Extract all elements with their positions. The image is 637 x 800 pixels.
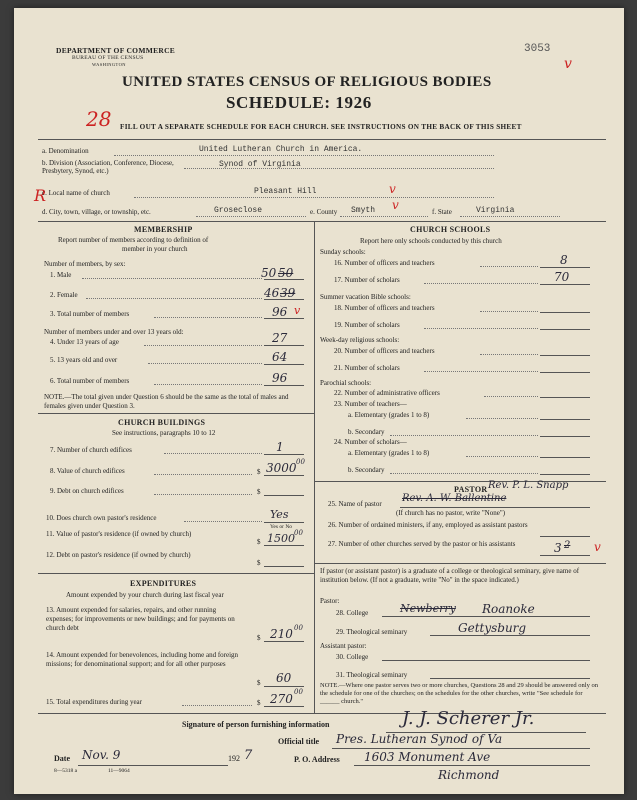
weekday-teachers-label: 20. Number of officers and teachers	[334, 347, 435, 355]
church-buildings-heading: CHURCH BUILDINGS	[118, 418, 206, 427]
dollar-sign-9: $	[257, 488, 261, 496]
teachers-elementary-label: a. Elementary (grades 1 to 8)	[348, 411, 430, 419]
edifices-value-value: 3000	[266, 461, 297, 475]
membership-note: NOTE.—The total given under Question 6 should be the same as the total of males and females given under Question 3.	[44, 393, 289, 410]
official-title-value: Pres. Lutheran Synod of Va	[336, 732, 503, 746]
city-value: Groseclose	[214, 206, 263, 215]
sunday-scholars-label: 17. Number of scholars	[334, 276, 400, 284]
date-value: Nov. 9	[82, 748, 121, 762]
county-value: Smyth	[351, 206, 376, 215]
sunday-teachers-value: 8	[560, 253, 568, 267]
scholars-label: 24. Number of scholars—	[334, 438, 407, 446]
edifices-count-value: 1	[276, 440, 284, 454]
city-label: WASHINGTON	[92, 62, 126, 67]
form-title: UNITED STATES CENSUS OF RELIGIOUS BODIES	[122, 74, 492, 90]
male-struck-value: 50	[278, 266, 294, 280]
benevolences-label: 14. Amount expended for benevolences, including home and foreign missions; for denominational support; and for all other purposes	[46, 651, 239, 668]
total-members-label-1: 3. Total number of members	[50, 310, 130, 318]
admin-officers-label: 22. Number of administrative officers	[334, 389, 440, 397]
sunday-schools-label: Sunday schools:	[320, 248, 366, 256]
local-name-label: c. Local name of church	[42, 189, 110, 197]
college-instructions: If pastor (or assistant pastor) is a graduate of a college or theological seminary, give name of institution below. (If not a graduate, write "No" in the space indicated.)	[320, 567, 580, 584]
year-suffix: 7	[244, 748, 253, 763]
total-members-value-2: 96	[272, 371, 288, 385]
signature-label: Signature of person furnishing information	[182, 720, 330, 729]
division-value: Synod of Virginia	[219, 160, 301, 169]
check-mark-county: v	[392, 198, 399, 212]
division-label: b. Division (Association, Conference, Diocese, Presbytery, Synod, etc.)	[42, 159, 174, 175]
yes-or-no-label: Yes or No	[270, 524, 293, 530]
dollar-sign-14: $	[257, 679, 261, 687]
ordained-ministers-label: 26. Number of ordained ministers, if any, employed as assistant pastors	[328, 521, 528, 529]
summer-teachers-label: 18. Number of officers and teachers	[334, 304, 435, 312]
other-churches-label: 27. Number of other churches served by the pastor or his assistants	[328, 540, 516, 548]
date-label: Date	[54, 754, 70, 763]
sunday-scholars-value: 70	[554, 270, 570, 284]
expenditures-sub: Amount expended by your church during last fiscal year	[66, 591, 224, 599]
age-label: Number of members under and over 13 years old:	[44, 328, 184, 336]
college-value: Roanoke	[482, 602, 535, 616]
sunday-teachers-label: 16. Number of officers and teachers	[334, 259, 435, 267]
benevolences-value: 60	[276, 671, 292, 685]
female-value: 46	[264, 286, 280, 300]
margin-number-28: 28	[86, 107, 112, 131]
denomination-label: a. Denomination	[42, 147, 89, 155]
membership-sub-1: Report number of members according to definition of	[58, 236, 209, 244]
weekday-scholars-label: 21. Number of scholars	[334, 364, 400, 372]
dollar-sign-11: $	[257, 538, 261, 546]
under-13-value: 27	[272, 331, 288, 345]
total-expenditures-label: 15. Total expenditures during year	[46, 698, 142, 706]
under-13-label: 4. Under 13 years of age	[50, 338, 119, 346]
schedule-title: SCHEDULE: 1926	[226, 93, 372, 112]
margin-letter-r: R	[34, 186, 47, 205]
po-address-label: P. O. Address	[294, 755, 340, 764]
pastor-note: NOTE.—Where one pastor serves two or more churches, Questions 28 and 29 should be answered only on the schedule for one of the churches; on the schedules for the other churches, write "See schedule for ______ church."	[320, 682, 598, 705]
local-name-value: Pleasant Hill	[254, 187, 317, 196]
by-sex-label: Number of members, by sex:	[44, 260, 126, 268]
female-struck-value: 39	[280, 286, 296, 300]
signature-value: J. J. Scherer Jr.	[402, 708, 535, 729]
pastor-name-label: 25. Name of pastor	[328, 500, 382, 508]
assistant-college-label: 30. College	[336, 653, 369, 661]
edifices-count-label: 7. Number of church edifices	[50, 446, 132, 454]
pastor-name-struck: Rev. A. W. Ballentine	[402, 493, 507, 504]
city-label: d. City, town, village, or township, etc.	[42, 208, 151, 216]
membership-heading: MEMBERSHIP	[134, 225, 193, 234]
membership-sub-2: member in your church	[122, 245, 188, 253]
teachers-secondary-label: b. Secondary	[348, 428, 385, 436]
census-schedule-sheet	[14, 8, 624, 794]
male-label: 1. Male	[50, 271, 72, 279]
female-label: 2. Female	[50, 291, 78, 299]
dollar-sign-8: $	[257, 468, 261, 476]
total-expenditures-value: 270	[270, 692, 293, 706]
expenditures-heading: EXPENDITURES	[130, 579, 197, 588]
total-members-label-2: 6. Total number of members	[50, 377, 130, 385]
county-label: e. County	[310, 208, 338, 216]
weekday-schools-label: Week-day religious schools:	[320, 336, 400, 344]
po-address-value: 1603 Monument Ave	[364, 750, 491, 764]
serial-number: 3053	[524, 43, 551, 55]
bureau-label: BUREAU OF THE CENSUS	[72, 55, 144, 61]
college-label: 28. College	[336, 609, 369, 617]
running-expenses-label: 13. Amount expended for salaries, repairs, and other running expenses; for improvements or new buildings; and for payments on church debt	[46, 606, 235, 632]
total-members-value-1: 96	[272, 305, 288, 319]
church-buildings-sub: See instructions, paragraphs 10 to 12	[112, 429, 216, 437]
year-prefix: 192	[228, 754, 240, 763]
seminary-value: Gettysburg	[458, 621, 527, 635]
seminary-label: 29. Theological seminary	[336, 628, 408, 636]
parochial-schools-label: Parochial schools:	[320, 379, 372, 387]
dollar-sign-15: $	[257, 699, 261, 707]
pastor-name-note: (If church has no pastor, write "None")	[396, 509, 506, 517]
running-expenses-value: 210	[270, 627, 293, 641]
scholars-secondary-label: b. Secondary	[348, 466, 385, 474]
total-expenditures-cents: 00	[294, 688, 303, 696]
edifices-value-label: 8. Value of church edifices	[50, 467, 125, 475]
instruction-line: FILL OUT A SEPARATE SCHEDULE FOR EACH CHURCH. SEE INSTRUCTIONS ON THE BACK OF THIS SHEET	[120, 123, 522, 131]
teachers-label: 23. Number of teachers—	[334, 400, 407, 408]
official-title-label: Official title	[278, 737, 320, 746]
over-13-value: 64	[272, 350, 288, 364]
form-number: 8—5318 a	[54, 768, 78, 774]
residence-value-label: 11. Value of pastor's residence (if owned by church)	[46, 530, 192, 538]
owns-residence-value: Yes	[270, 508, 289, 521]
check-mark-local: v	[389, 182, 396, 196]
assistant-pastor-label: Assistant pastor:	[320, 642, 367, 650]
pastor-name-handwritten: Rev. P. L. Snapp	[488, 480, 569, 491]
edifices-debt-label: 9. Debt on church edifices	[50, 487, 124, 495]
scholars-elementary-label: a. Elementary (grades 1 to 8)	[348, 449, 430, 457]
check-mark-total: v	[294, 304, 301, 317]
dollar-sign-12: $	[257, 559, 261, 567]
residence-value-value: 1500	[267, 532, 295, 545]
dollar-sign-13: $	[257, 634, 261, 642]
over-13-label: 5. 13 years old and over	[50, 356, 118, 364]
church-schools-sub: Report here only schools conducted by this church	[360, 237, 502, 245]
owns-residence-label: 10. Does church own pastor's residence	[46, 514, 157, 522]
state-value: Virginia	[476, 206, 515, 215]
state-label: f. State	[432, 208, 452, 216]
department-label: DEPARTMENT OF COMMERCE	[56, 46, 176, 55]
pastor-heading: PASTOR	[454, 485, 488, 494]
edifices-cents: 00	[296, 458, 305, 466]
denomination-value: United Lutheran Church in America.	[199, 145, 363, 154]
summer-schools-label: Summer vacation Bible schools:	[320, 293, 411, 301]
college-struck: Newberry	[400, 602, 456, 615]
male-value: 50	[261, 266, 277, 280]
po-address-city: Richmond	[438, 768, 500, 782]
other-churches-struck: 2	[564, 540, 571, 551]
print-number: 11—9064	[108, 768, 130, 774]
check-mark-churches: v	[594, 540, 601, 554]
church-schools-heading: CHURCH SCHOOLS	[410, 225, 491, 234]
residence-cents: 00	[294, 529, 303, 537]
other-churches-value: 3	[554, 541, 562, 555]
residence-debt-label: 12. Debt on pastor's residence (if owned by church)	[46, 551, 191, 559]
summer-scholars-label: 19. Number of scholars	[334, 321, 400, 329]
running-expenses-cents: 00	[294, 624, 303, 632]
check-mark-top: v	[564, 56, 572, 72]
pastor-sub-label: Pastor:	[320, 597, 340, 605]
assistant-seminary-label: 31. Theological seminary	[336, 671, 408, 679]
